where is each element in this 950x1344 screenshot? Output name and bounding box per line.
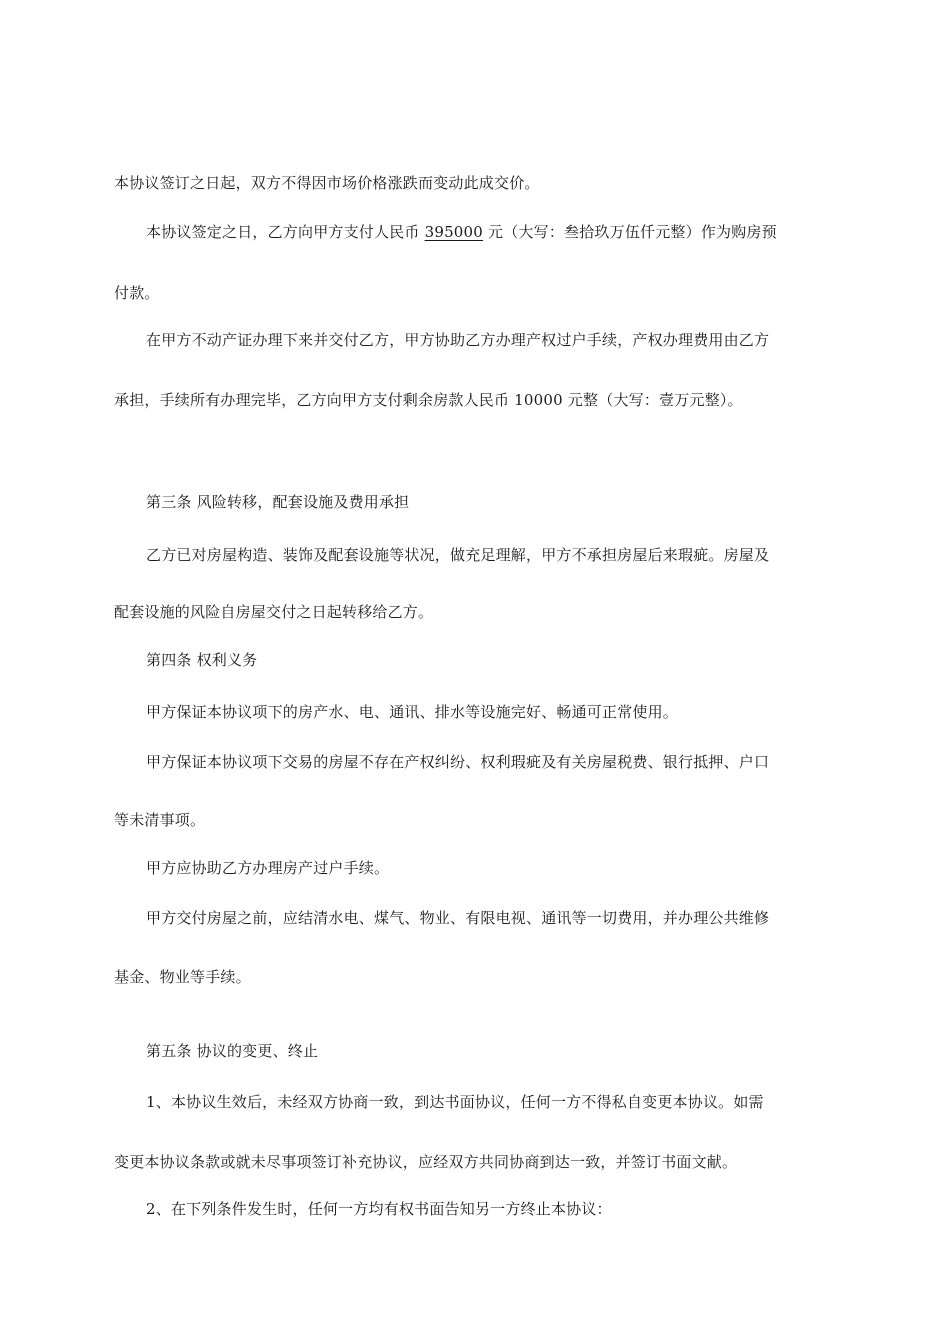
paragraph-line: 乙方已对房屋构造、装饰及配套设施等状况，做充足理解，甲方不承担房屋后来瑕疵。房屋及 — [146, 546, 770, 564]
paragraph-line: 甲方保证本协议项下的房产水、电、通讯、排水等设施完好、畅通可正常使用。 — [146, 703, 679, 721]
paragraph-line: 基金、物业等手续。 — [114, 968, 251, 986]
paragraph-line: 等未清事项。 — [114, 811, 206, 829]
paragraph-line: 在甲方不动产证办理下来并交付乙方，甲方协助乙方办理产权过户手续，产权办理费用由乙方 — [146, 331, 770, 349]
paragraph-line: 变更本协议条款或就未尽事项签订补充协议，应经双方共同协商到达一致，并签订书面文献。 — [114, 1153, 738, 1171]
payment-amount: 395000 — [424, 223, 484, 241]
paragraph-line: 付款。 — [114, 284, 160, 302]
paragraph-line: 甲方交付房屋之前，应结清水电、煤气、物业、有限电视、通讯等一切费用，并办理公共维修 — [146, 909, 770, 927]
paragraph-line: 2、在下列条件发生时，任何一方均有权书面告知另一方终止本协议： — [146, 1200, 612, 1218]
text-segment: 元（大写：叁拾玖万伍仟元整）作为购房预 — [483, 223, 777, 241]
paragraph-line: 1、本协议生效后，未经双方协商一致，到达书面协议，任何一方不得私自变更本协议。如需 — [146, 1093, 764, 1111]
paragraph-line: 承担，手续所有办理完毕，乙方向甲方支付剩余房款人民币 10000 元整（大写：壹万元整）。 — [114, 391, 743, 409]
paragraph-line: 甲方应协助乙方办理房产过户手续。 — [146, 859, 390, 877]
section-heading: 第三条 风险转移，配套设施及费用承担 — [146, 493, 410, 511]
paragraph-line — [146, 222, 840, 242]
paragraph-line: 本协议签订之日起，双方不得因市场价格涨跌而变动此成交价。 — [114, 174, 540, 192]
paragraph-line: 甲方保证本协议项下交易的房屋不存在产权纠纷、权利瑕疵及有关房屋税费、银行抵押、户口 — [146, 753, 770, 771]
text-segment: 本协议签定之日，乙方向甲方支付人民币 — [146, 223, 425, 241]
section-heading: 第五条 协议的变更、终止 — [146, 1042, 319, 1060]
section-heading: 第四条 权利义务 — [146, 651, 258, 669]
paragraph-line: 配套设施的风险自房屋交付之日起转移给乙方。 — [114, 603, 434, 621]
